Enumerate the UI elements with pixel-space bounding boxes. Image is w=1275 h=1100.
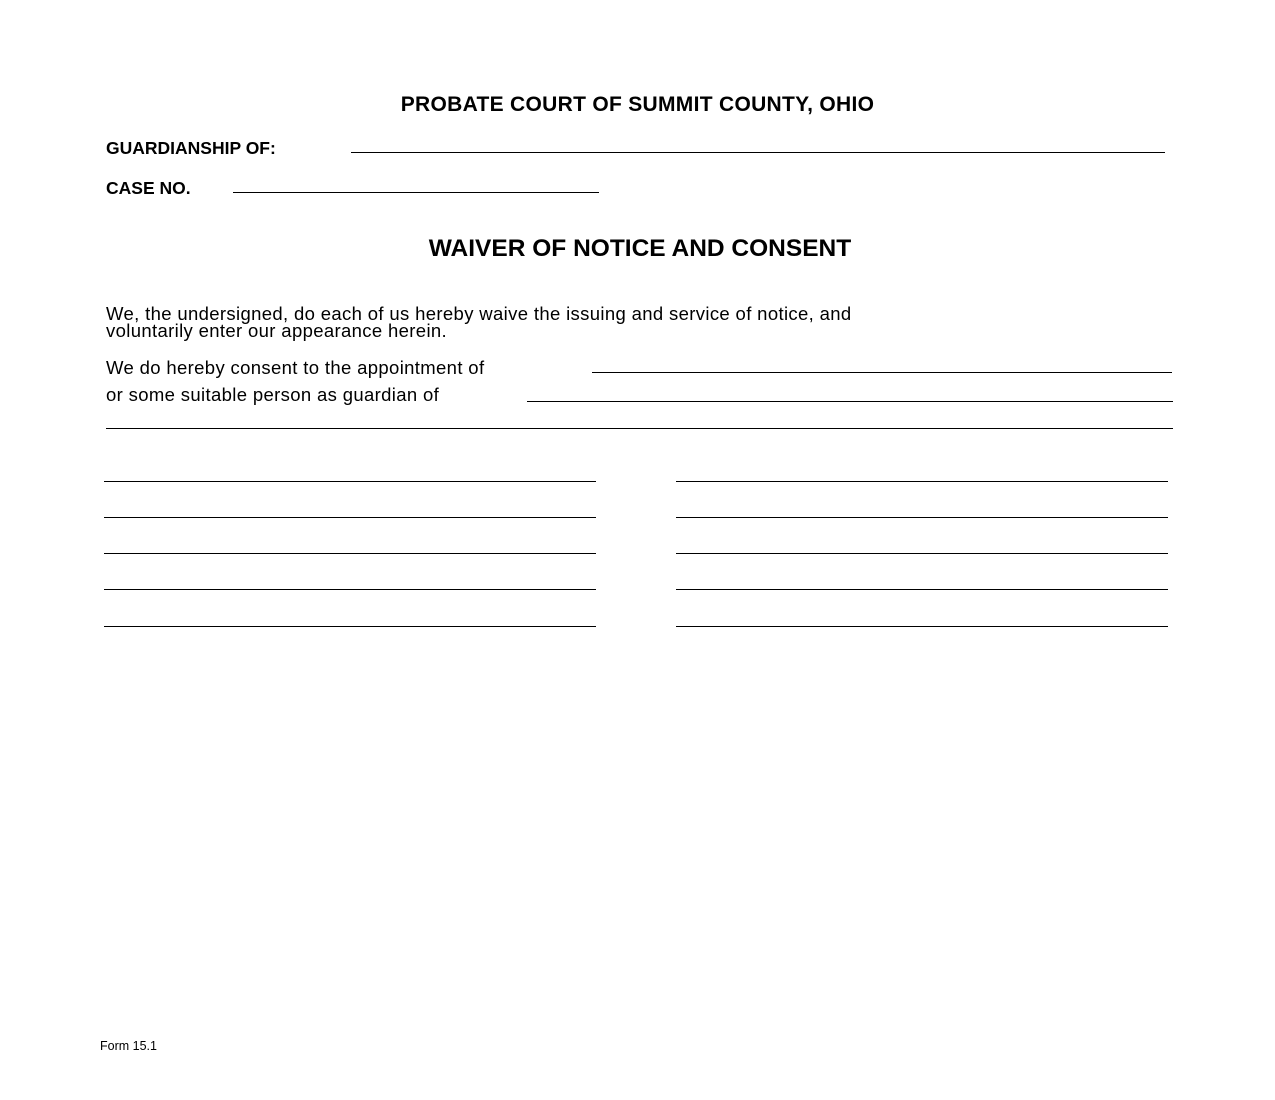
signature-line[interactable] (676, 517, 1168, 518)
consent-label: We do hereby consent to the appointment of (106, 357, 485, 378)
document-title: WAIVER OF NOTICE AND CONSENT (428, 235, 852, 262)
appointee-field[interactable] (592, 372, 1172, 373)
waiver-paragraph-line2: voluntarily enter our appearance herein. (106, 320, 448, 341)
case-no-field[interactable] (233, 192, 599, 193)
form-number: Form 15.1 (100, 1039, 157, 1053)
court-heading: PROBATE COURT OF SUMMIT COUNTY, OHIO (400, 93, 875, 116)
signature-line[interactable] (104, 589, 596, 590)
signature-line[interactable] (676, 626, 1168, 627)
guardianship-field[interactable] (351, 152, 1165, 153)
signature-line[interactable] (104, 626, 596, 627)
ward-field[interactable] (527, 401, 1173, 402)
signature-line[interactable] (104, 553, 596, 554)
signature-line[interactable] (104, 481, 596, 482)
signature-line[interactable] (676, 481, 1168, 482)
waiver-paragraph-line1: We, the undersigned, do each of us hereby waive the issuing and service of notice, and (106, 303, 852, 324)
signature-line[interactable] (104, 517, 596, 518)
guardianship-label: GUARDIANSHIP OF: (106, 138, 276, 158)
guardian-of-label: or some suitable person as guardian of (106, 384, 440, 405)
ward-field-continued[interactable] (106, 428, 1173, 429)
case-no-label: CASE NO. (106, 178, 191, 198)
signature-line[interactable] (676, 589, 1168, 590)
signature-line[interactable] (676, 553, 1168, 554)
